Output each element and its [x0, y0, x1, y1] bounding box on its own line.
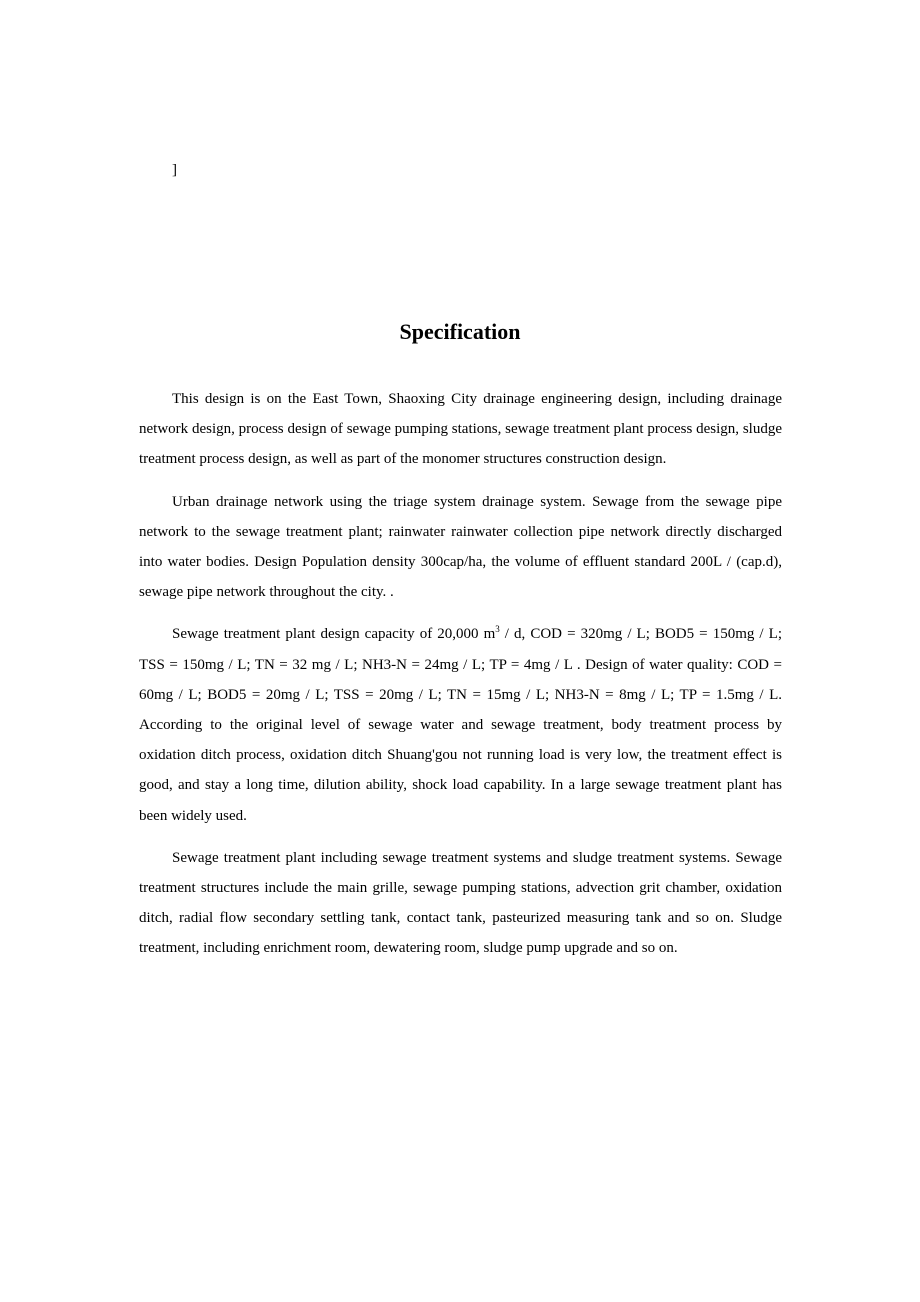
- paragraph-treatment-systems: Sewage treatment plant including sewage treatment systems and sludge treatment systems. Sewage treatment structures include the main grille, sewage pumping stations, advection grit chamber, oxidation ditch, radial flow secondary settling tank, contact tank, pasteurized measuring tank and so on. Sludge treatment, including enrichment room, dewatering room, sludge pump upgrade and so on.: [139, 849, 782, 957]
- paragraph-plant-capacity: [139, 619, 782, 830]
- body-text: [139, 384, 782, 976]
- stray-bracket-mark: ]: [172, 162, 177, 178]
- page-title: Specification: [399, 319, 521, 344]
- paragraph-scope: This design is on the East Town, Shaoxing City drainage engineering design, including drainage network design, process design of sewage pumping stations, sewage treatment plant process design, sludge treatment process design, as well as part of the monomer structures construction design.: [139, 391, 782, 468]
- cubic-superscript: 3: [495, 624, 500, 635]
- capacity-text-start: Sewage treatment plant design capacity of 20,000 m: [172, 626, 496, 643]
- capacity-text-rest: / d, COD = 320mg / L; BOD5 = 150mg / L; TSS = 150mg / L; TN = 32 mg / L; NH3-N = 24mg / L; TP = 4mg / L . Design of water quality: COD = 60mg / L; BOD5 = 20mg / L; TSS = 20mg / L; TN = 15mg / L; NH3-N = 8mg / L; TP = 1.5mg / L. According to the original level of sewage water and sewage treatment, body treatment process by oxidation ditch process, oxidation ditch Shuang'gou not running load is very low, the treatment effect is good, and stay a long time, dilution ability, shock load capability. In a large sewage treatment plant has been widely used.: [139, 626, 782, 824]
- paragraph-drainage-network: Urban drainage network using the triage system drainage system. Sewage from the sewage pipe network to the sewage treatment plant; rainwater rainwater collection pipe network directly discharged into water bodies. Design Population density 300cap/ha, the volume of effluent standard 200L / (cap.d), sewage pipe network throughout the city. .: [139, 493, 782, 601]
